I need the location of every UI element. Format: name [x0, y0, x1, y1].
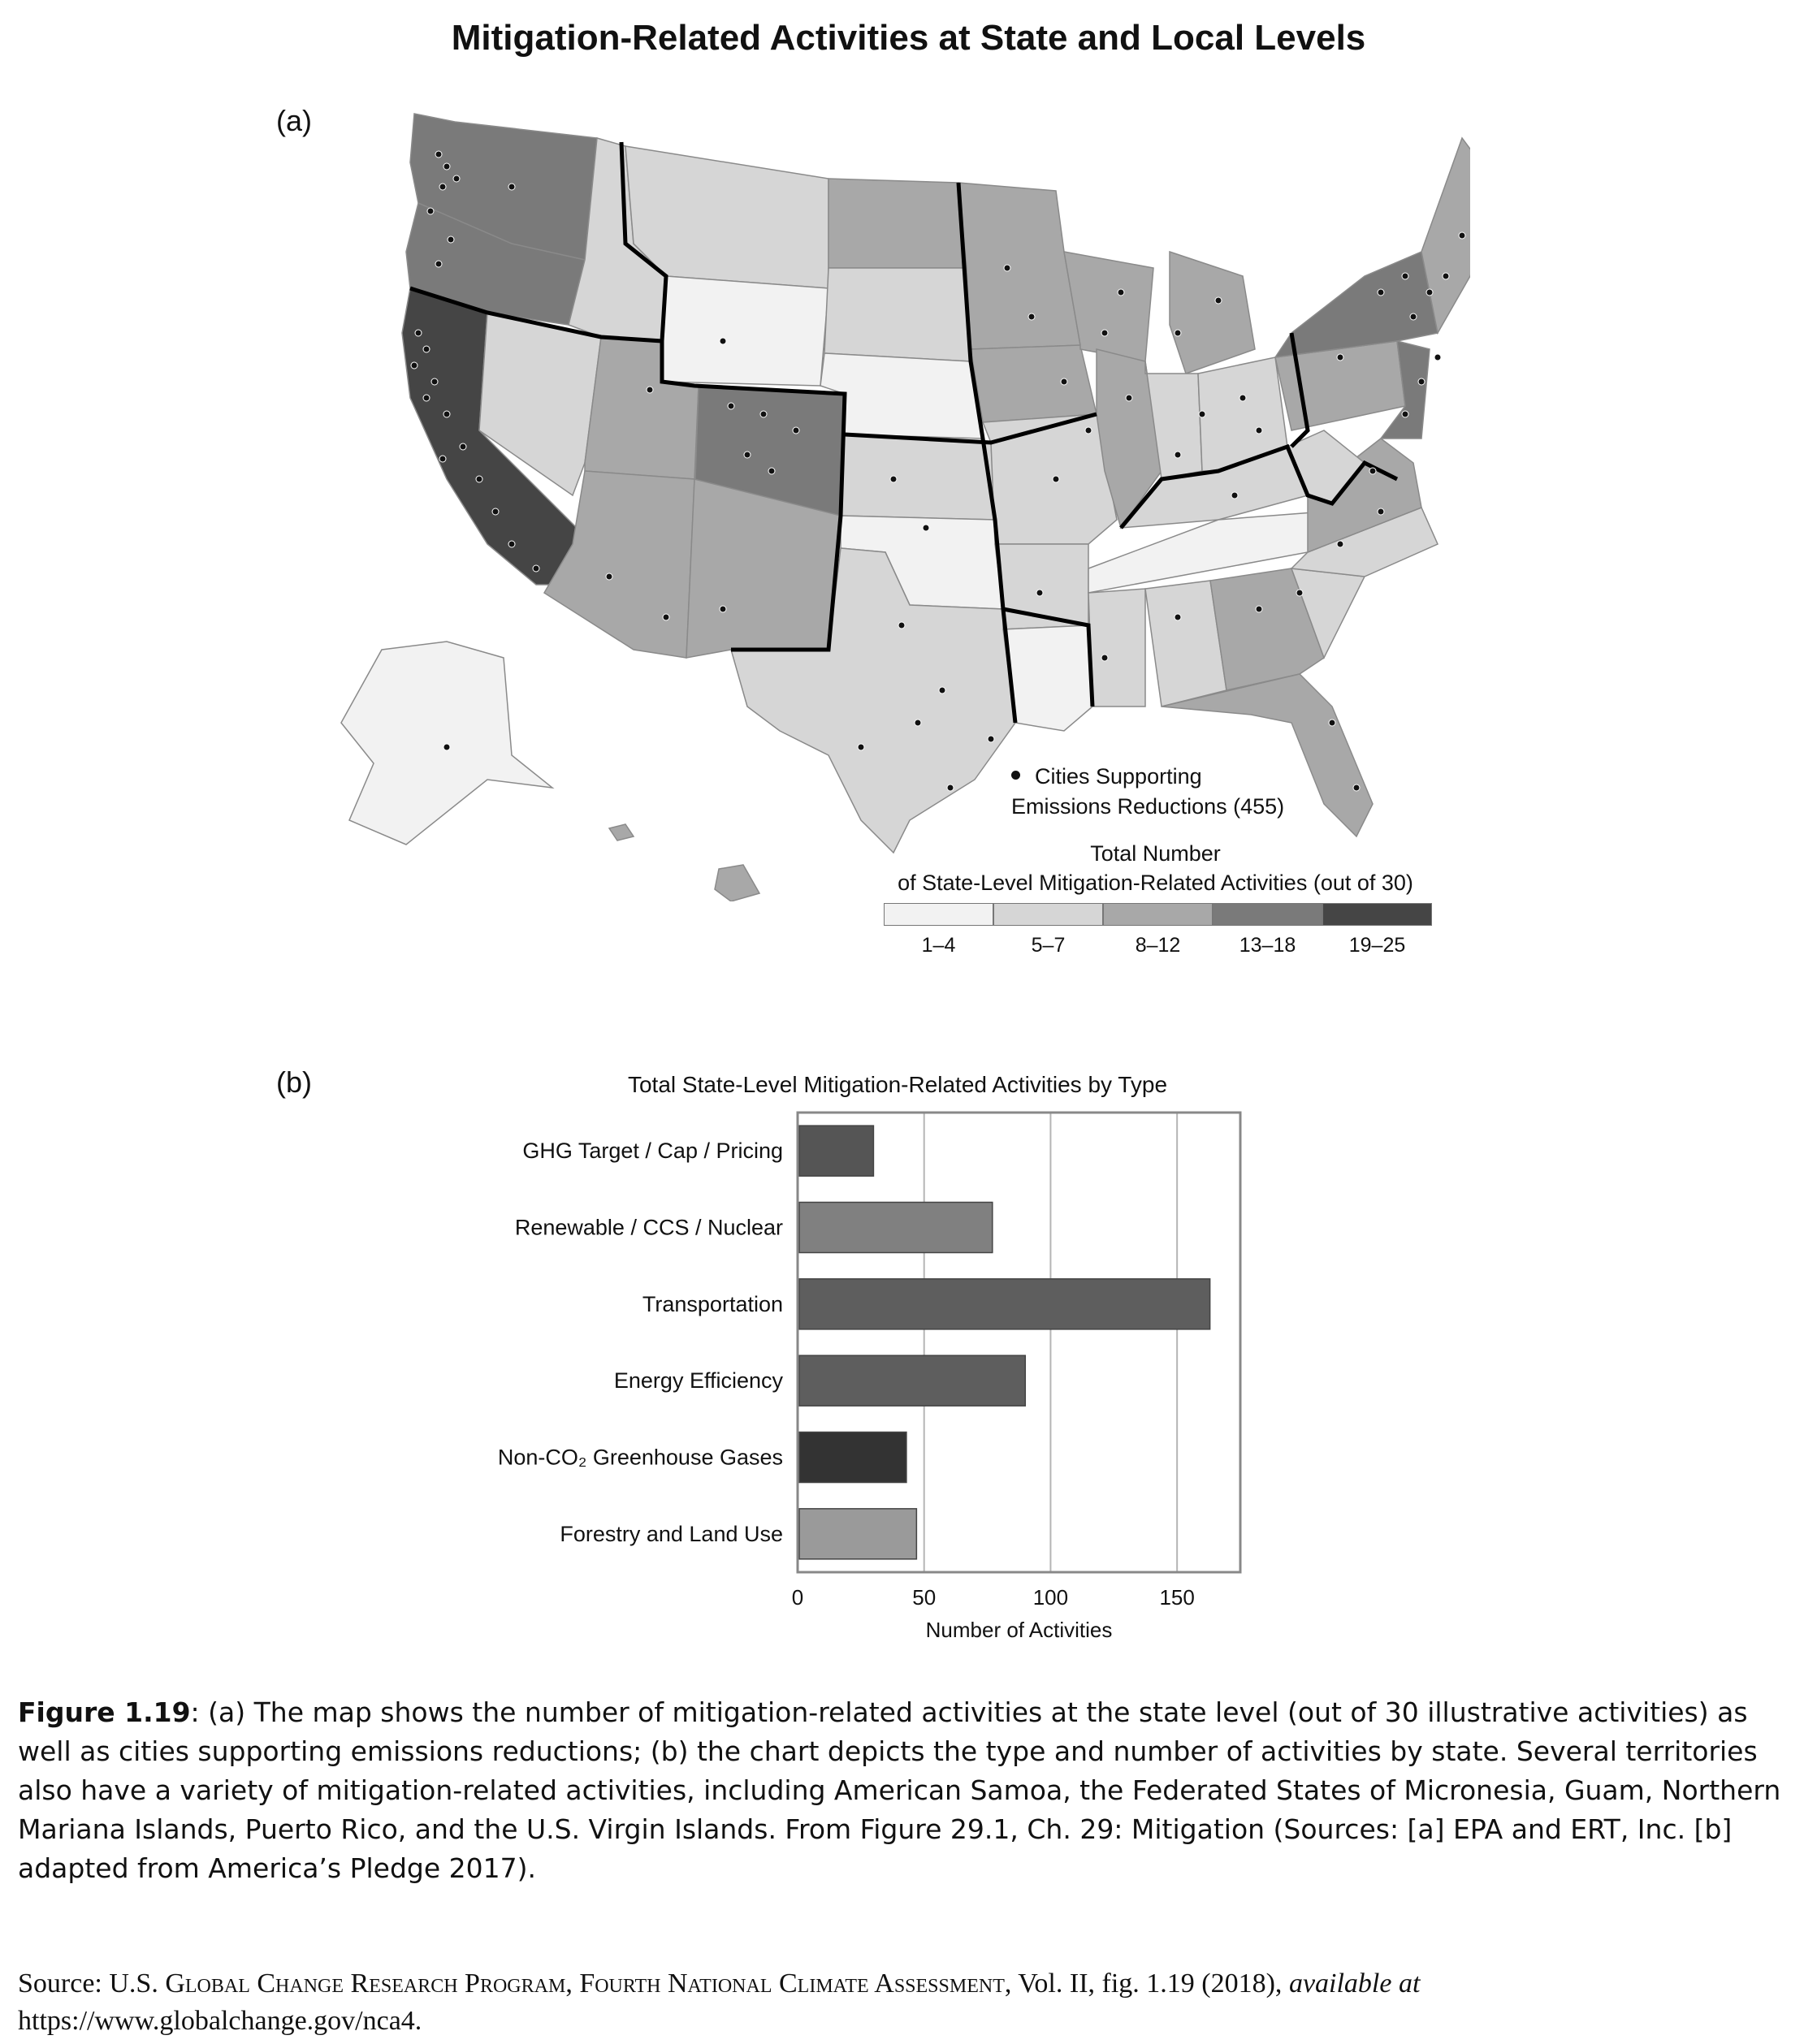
city-legend-line2: Emissions Reductions (455): [1011, 794, 1285, 819]
x-tick-label: 0: [791, 1585, 804, 1610]
x-axis-label: Number of Activities: [925, 1618, 1113, 1642]
city-legend: [1011, 762, 1284, 822]
x-tick-label: 50: [912, 1585, 937, 1610]
source-available: available at: [1288, 1968, 1421, 1999]
state-alaska: [341, 642, 552, 845]
bar-5: [799, 1509, 916, 1559]
figure-caption: [18, 1693, 1801, 1888]
legend-bin-3: [1213, 903, 1322, 926]
choropleth-legend-bar: [884, 903, 1432, 926]
x-tick-label: 150: [1159, 1585, 1195, 1610]
legend-bin-label-2: 8–12: [1135, 934, 1181, 957]
state-iowa: [971, 345, 1097, 422]
us-choropleth-map: [244, 89, 1470, 901]
caption-text: : (a) The map shows the number of mitigation-related activities at the state level (out of 30 illustrative activities) as well as cities supporting emissions reductions; (b) the chart depicts the type and number of activities by state. Several territories also have a variety of mitigation-related activities, including American Samoa, the Federated States of Micronesia, Guam, Northern Mariana Islands, Puerto Rico, and the U.S. Virgin Islands. From Figure 29.1, Ch. 29: Mitigation (Sources: [a] EPA and ERT, Inc. [b] adapted from America’s Pledge 2017).: [18, 1696, 1781, 1884]
state-wyoming: [662, 276, 828, 386]
choropleth-legend-labels: [884, 934, 1432, 957]
bar-0: [799, 1126, 873, 1176]
legend-bin-label-0: 1–4: [921, 934, 956, 957]
legend-title-line1: Total Number: [1090, 841, 1221, 866]
city-legend-line1: Cities Supporting: [1035, 764, 1202, 789]
source-citation: [18, 1965, 1805, 2040]
category-label: Energy Efficiency: [613, 1368, 783, 1394]
source-details: , Vol. II, fig. 1.19 (2018),: [1004, 1968, 1289, 1999]
legend-title-line2: of State-Level Mitigation-Related Activities (out of 30): [898, 871, 1413, 895]
state-arizona: [544, 471, 694, 658]
state-michigan: [1170, 252, 1255, 374]
state-missouri: [983, 414, 1117, 544]
state-south-dakota: [824, 268, 971, 361]
state-mississippi: [1088, 589, 1145, 707]
bar-3: [799, 1355, 1025, 1406]
plot-frame: [798, 1113, 1240, 1572]
chart-title: Total State-Level Mitigation-Related Activities by Type: [627, 1072, 1168, 1097]
city-dot-icon: [1011, 771, 1020, 780]
state-hawaii-big-island: [715, 865, 759, 901]
category-label: Transportation: [642, 1291, 783, 1316]
activities-bar-chart: [455, 1056, 1348, 1673]
bar-2: [799, 1279, 1210, 1329]
category-label: Forestry and Land Use: [560, 1521, 783, 1546]
state-kansas: [841, 434, 995, 520]
bar-1: [799, 1203, 993, 1253]
legend-bin-4: [1322, 903, 1432, 926]
bar-4: [799, 1433, 906, 1483]
state-new-york: [1275, 252, 1438, 357]
panel-a-label: (a): [276, 104, 312, 137]
legend-bin-label-4: 19–25: [1348, 934, 1406, 957]
panel-b-label: (b): [276, 1065, 312, 1099]
x-tick-label: 100: [1032, 1585, 1069, 1610]
category-label: Non-CO₂ Greenhouse Gases: [497, 1445, 783, 1470]
legend-bin-2: [1103, 903, 1213, 926]
source-url[interactable]: https://www.globalchange.gov/nca4.: [18, 2006, 422, 2036]
state-hawaii: [609, 824, 634, 841]
legend-bin-0: [884, 903, 993, 926]
state-louisiana: [1003, 625, 1092, 731]
category-label: Renewable / CCS / Nuclear: [514, 1215, 783, 1240]
state-minnesota: [958, 183, 1080, 349]
legend-bin-1: [993, 903, 1103, 926]
source-prefix: Source:: [18, 1968, 110, 1999]
legend-bin-label-3: 13–18: [1239, 934, 1296, 957]
state-north-dakota: [828, 179, 967, 268]
figure-title: Mitigation-Related Activities at State and Local Levels: [451, 18, 1366, 58]
category-label: GHG Target / Cap / Pricing: [522, 1139, 783, 1164]
figure-number: Figure 1.19: [18, 1696, 191, 1728]
source-org: U.S. Global Change Research Program, Fourth National Climate Assessment: [109, 1968, 1005, 1999]
legend-bin-label-1: 5–7: [1031, 934, 1066, 957]
choropleth-legend-title: [877, 839, 1434, 897]
